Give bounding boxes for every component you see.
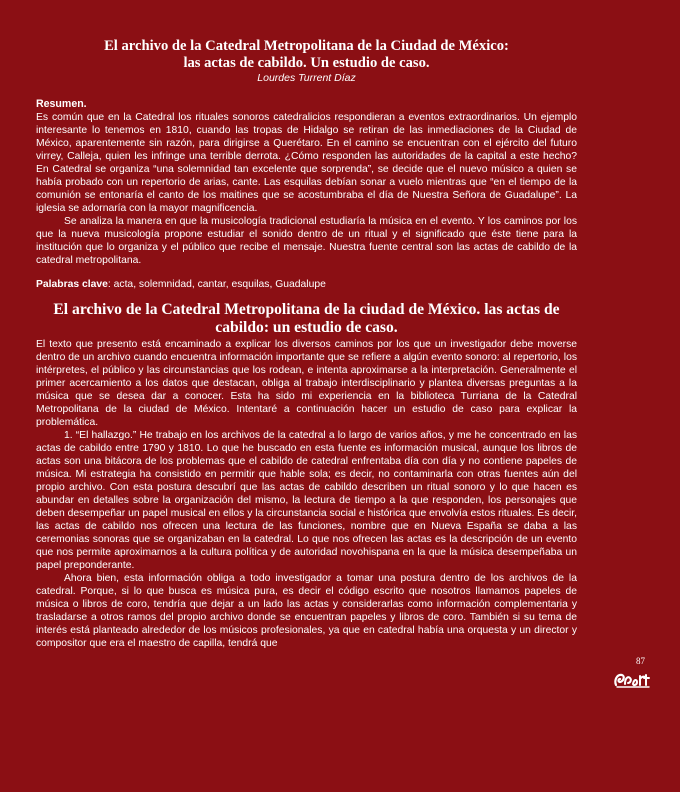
title-line-1: El archivo de la Catedral Metropolitana de la Ciudad de México:: [104, 38, 509, 54]
page-number: 87: [636, 656, 645, 666]
keywords: [36, 278, 577, 291]
abstract-heading: Resumen.: [36, 98, 87, 110]
title-line-2: las actas de cabildo. Un estudio de caso.: [183, 55, 430, 71]
keywords-label: Palabras clave: [36, 279, 108, 290]
journal-logo-icon: [613, 670, 653, 690]
keywords-list: : acta, solemnidad, cantar, esquilas, Guadalupe: [107, 279, 326, 290]
page-content: [36, 38, 577, 650]
paper-title: [36, 38, 577, 72]
article-heading: [36, 301, 577, 337]
article-paragraph-1: El texto que presento está encaminado a explicar los diversos caminos por los que un investigador debe moverse dentro de un archivo cuando encuentra información importante que se refiere a algún evento sonoro: al repertorio, los intérpretes, el público y las circunstancias que los rodean, e intenta aproximarse a la interpretación. Generalmente el primer acercamiento a los datos que destacan, obliga al trabajo interdisciplinario y plantea diversas preguntas a la música que se desea dar a conocer. Esta ha sido mi experiencia en la biblioteca Turriana de la Catedral Metropolitana de la ciudad de México. Intentaré a continuación hacer un estudio de caso para explicar la problemática.: [36, 339, 577, 428]
article-paragraph-2: 1. “El hallazgo.” He trabajo en los archivos de la catedral a lo largo de varios años, y me he concentrado en las actas de cabildo entre 1790 y 1810. Lo que he buscado en esta fuente es información musical, aunque los libros de actas son una bitácora de los problemas que el cabildo de catedral enfrentaba día con día y no contiene papeles de música. Mi estrategia ha consistido en permitir que hable sola; es decir, no contaminarla con otras fuentes aún del propio archivo. Con esta postura descubrí que las actas de cabildo describen un ritual sonoro y lo que hacen es abundar en detalles sobre la organización del mismo, la lectura de tiempo a la que responden, los personajes que deben desempeñar un papel musical en ellos y la circunstancia social e histórica que envolvía estos rituales. Es decir, las actas de cabildo nos ofrecen una lectura de las funciones, nombre que en Nueva España se daba a las ceremonias sonoras que se organizaban en la catedral. Lo que nos ofrecen las actas es la descripción de un evento que nos permite aproximarnos a la cultura política y de autoridad novohispana en la que la música desempeñaba un papel preponderante.: [36, 430, 577, 571]
article-heading-line-2: cabildo: un estudio de caso.: [215, 319, 398, 336]
article-heading-line-1: El archivo de la Catedral Metropolitana de la ciudad de México. las actas de: [53, 301, 560, 318]
abstract-paragraph-2: Se analiza la manera en que la musicología tradicional estudiaría la música en el evento. Y los caminos por los que la nueva musicología propone estudiar el sonido dentro de un ritual y el significado que éste tiene para la institución que lo organiza y el público que recibe el mensaje. Nuestra fuente central son las actas de cabildo de la catedral metropolitana.: [36, 216, 577, 266]
abstract-paragraph-1: Es común que en la Catedral los rituales sonoros catedralicios respondieran a eventos extraordinarios. Un ejemplo interesante lo tenemos en 1810, cuando las tropas de Hidalgo se retiran de las inmediaciones de la Ciudad de México, aparentemente sin razón, para dirigirse a Querétaro. En el camino se encuentran con el ejército del futuro virrey, Calleja, quien les infringe una terrible derrota. ¿Cómo responden las autoridades de la capital a este hecho? En Catedral se organiza “una solemnidad tan excelente que sorprenda”, se decide que el nuevo músico a quien se había probado con un repertorio de arias, cante. Las esquilas debían sonar a vuelo mientras que “en el tiempo de la comunión se entonaría el canto de los maitines que se acostumbraba el día de Nuestra Señora de Guadalupe”. La iglesia se adornaría con la mayor magnificencia.: [36, 112, 577, 214]
author-name: Lourdes Turrent Díaz: [257, 72, 356, 84]
article-paragraph-3: Ahora bien, esta información obliga a todo investigador a tomar una postura dentro de los archivos de la catedral. Porque, si lo que busca es música pura, es decir el código escrito que nosotros llamamos papeles de música o libros de coro, tendría que dejar a un lado las actas y considerarlas como información complementaria y trasladarse a otros ramos del propio archivo donde se encuentran papeles y libros de coro. También si su tema de interés está planteado alrededor de los músicos profesionales, ya que en catedral había una orquesta y un director y compositor que era el maestro de capilla, tendrá que: [36, 573, 577, 649]
